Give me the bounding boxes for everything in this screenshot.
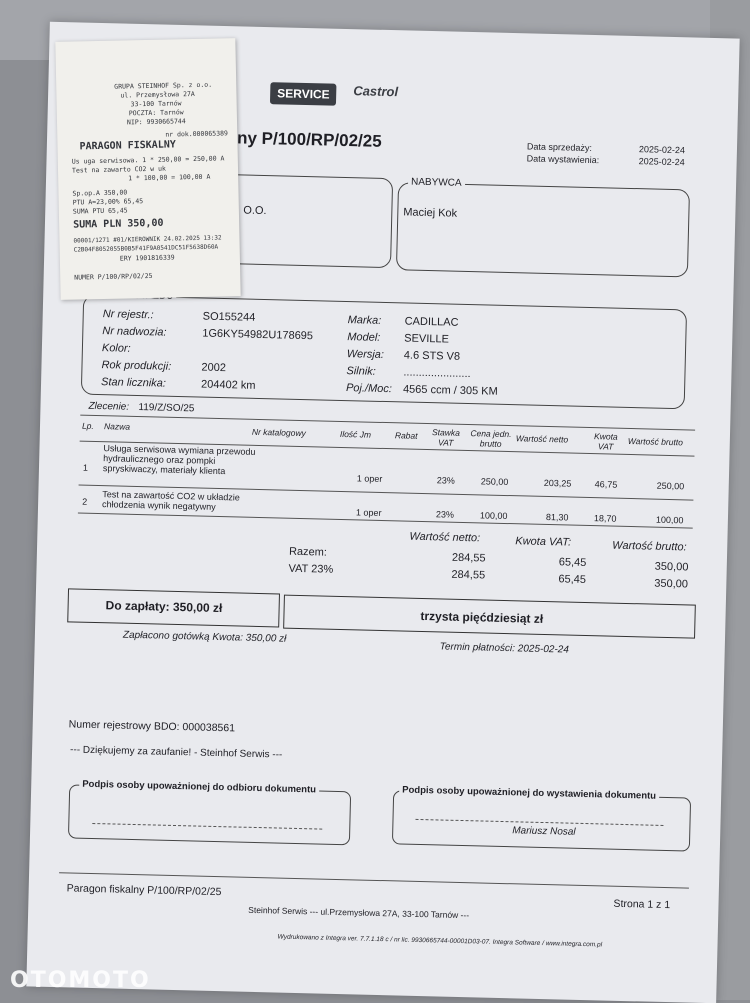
- page-number: Strona 1 z 1: [613, 897, 671, 912]
- order-label: Zlecenie:: [88, 400, 130, 413]
- col-unit-price: Cena jedn. brutto: [470, 428, 512, 449]
- model-label: Model:: [347, 331, 381, 344]
- col-catalog: Nr katalogowy: [251, 426, 306, 439]
- issue-signature-label: Podpis osoby upoważnionej do wystawienia dokumentu: [399, 784, 659, 801]
- row-gross: 100,00: [655, 514, 684, 526]
- col-qty: Ilość Jm: [339, 428, 372, 440]
- to-pay-amount: Do zapłaty: 350,00 zł: [105, 598, 223, 616]
- receipt-line: POCZTA: Tarnów: [128, 108, 184, 118]
- make-label: Marka:: [347, 314, 382, 327]
- fiscal-receipt: [55, 38, 240, 300]
- row-lp: 1: [82, 462, 89, 473]
- sale-date-label: Data sprzedaży:: [526, 141, 593, 153]
- summary-gross-label: Wartość brutto:: [612, 539, 687, 554]
- col-lp: Lp.: [81, 420, 94, 431]
- version-label: Wersja:: [346, 348, 385, 361]
- receipt-line: Test na zawarto CO2 w uk: [71, 164, 167, 175]
- buyer-box: [396, 182, 690, 277]
- total-label: Razem:: [288, 545, 328, 559]
- total-gross: 350,00: [654, 560, 689, 574]
- receipt-line: SUMA PTU 65,45: [72, 206, 128, 216]
- capacity-label: Poj./Moc:: [345, 382, 393, 396]
- col-net: Wartość netto: [515, 433, 569, 445]
- row-vat-rate: 23%: [435, 509, 455, 520]
- receipt-line: NIP: 9930665744: [126, 117, 186, 127]
- payment-due: Termin płatności: 2025-02-24: [439, 641, 569, 656]
- thanks-line: --- Dziękujemy za zaufanie! - Steinhof Serwis ---: [69, 744, 283, 761]
- printed-by: Wydrukowano z Integra ver. 7.7.1.18 c / nr lic. 9930665744-00001D03-07. Integra Software / www.integra.com.pl: [277, 933, 603, 949]
- model-value: SEVILLE: [404, 332, 450, 346]
- reg-number: SO155244: [202, 310, 256, 324]
- seller-name: O.O.: [243, 204, 267, 218]
- buyer-label: NABYWCA: [408, 177, 465, 189]
- row-vat: 46,75: [594, 479, 618, 490]
- vat23-label: VAT 23%: [288, 562, 334, 576]
- bdo-number: Numer rejestrowy BDO: 000038561: [68, 718, 236, 735]
- receipt-line: nr dok.000065389: [165, 129, 228, 139]
- paid-cash: Zapłacono gotówką Kwota: 350,00 zł: [122, 629, 287, 645]
- engine-value: ......................: [403, 366, 471, 381]
- receipt-line: Sp.op.A 350,00: [72, 188, 128, 198]
- buyer-name: Maciej Kok: [403, 206, 458, 220]
- row-lp: 2: [82, 496, 88, 507]
- row-net: 203,25: [543, 477, 572, 489]
- receive-signature-label: Podpis osoby upoważnionej do odbioru dokumentu: [79, 779, 319, 796]
- row-gross: 250,00: [656, 480, 685, 492]
- doc-reference: Paragon fiskalny P/100/RP/02/25: [66, 882, 222, 899]
- issue-date: 2025-02-24: [638, 156, 685, 168]
- row-vat: 18,70: [593, 513, 617, 524]
- service-logo: SERVICE: [270, 82, 337, 106]
- sale-date: 2025-02-24: [638, 144, 686, 156]
- col-discount: Rabat: [394, 430, 418, 441]
- year-value: 2002: [201, 361, 227, 375]
- receipt-line: Us uga serwisowa. 1 * 250,00 = 250,00 A: [71, 154, 225, 166]
- issuer-name: Mariusz Nosal: [512, 825, 576, 838]
- vat23-gross: 350,00: [654, 577, 689, 591]
- year-label: Rok produkcji:: [101, 359, 172, 373]
- row-qty: 1 oper: [356, 473, 383, 484]
- vat23-vat: 65,45: [558, 573, 587, 586]
- reg-label: Nr rejestr.:: [102, 308, 154, 322]
- table-top-rule: [80, 415, 695, 431]
- summary-net-label: Wartość netto:: [409, 530, 481, 545]
- col-vat-rate: Stawka VAT: [431, 427, 461, 448]
- engine-label: Silnik:: [346, 365, 376, 378]
- odometer-value: 204402 km: [200, 378, 256, 392]
- odometer-label: Stan licznika:: [100, 376, 167, 390]
- receipt-line: PTU A=23,00% 65,45: [72, 197, 144, 207]
- order-value: 119/Z/SO/25: [138, 401, 195, 415]
- col-name: Nazwa: [103, 421, 131, 432]
- version-value: 4.6 STS V8: [403, 349, 461, 363]
- company-address: Steinhof Serwis --- ul.Przemysłowa 27A, 33-100 Tarnów ---: [248, 904, 470, 921]
- total-net: 284,55: [451, 551, 486, 565]
- receipt-line: GRUPA STEINHOF Sp. z o.o.: [114, 80, 213, 91]
- row-vat-rate: 23%: [436, 475, 455, 486]
- row-name: Test na zawartość CO2 w układzie chłodzenia wynik negatywny: [101, 489, 241, 512]
- amount-in-words: trzysta pięćdziesiąt zł: [420, 608, 544, 626]
- receipt-line: ul. Przemysłowa 27A: [120, 90, 195, 100]
- receipt-line: NUMER P/100/RP/02/25: [74, 271, 153, 282]
- row-unit-price: 100,00: [479, 510, 508, 522]
- receipt-title: PARAGON FISKALNY: [79, 139, 176, 153]
- capacity-value: 4565 ccm / 305 KM: [402, 383, 498, 398]
- row-name: Usługa serwisowa wymiana przewodu hydraulicznego oraz pompki spryskiwaczy, materiały klienta: [102, 443, 256, 477]
- receipt-total: SUMA PLN 350,00: [73, 217, 164, 231]
- vat23-net: 284,55: [451, 568, 486, 582]
- make-value: CADILLAC: [404, 315, 459, 329]
- row-qty: 1 oper: [355, 507, 382, 518]
- summary-vat-label: Kwota VAT:: [515, 535, 572, 549]
- receipt-line: 33-100 Tarnów: [130, 99, 182, 109]
- color-label: Kolor:: [101, 342, 131, 355]
- receipt-line: C2B04F8052055B0B5F41F9A0541DC51F5638D60A: [73, 243, 219, 254]
- col-vat-amount: Kwota VAT: [593, 431, 618, 452]
- row-net: 81,30: [545, 511, 569, 523]
- receipt-line: ERY 1901816339: [119, 253, 175, 263]
- castrol-logo: Castrol: [353, 83, 399, 100]
- row-unit-price: 250,00: [480, 476, 509, 488]
- total-vat: 65,45: [558, 556, 587, 569]
- receipt-line: 00001/1271 #01/KIEROWNIK 24.02.2025 13:32: [73, 234, 222, 245]
- issue-date-label: Data wystawienia:: [526, 153, 600, 166]
- col-gross: Wartość brutto: [627, 435, 684, 448]
- otomoto-watermark: OTOMOTO: [10, 968, 151, 993]
- receipt-line: 1 * 100,00 = 100,00 A: [128, 172, 211, 183]
- document-title: ny P/100/RP/02/25: [236, 128, 382, 151]
- vin-number: 1G6KY54982U178695: [202, 327, 314, 343]
- vin-label: Nr nadwozia:: [102, 325, 167, 339]
